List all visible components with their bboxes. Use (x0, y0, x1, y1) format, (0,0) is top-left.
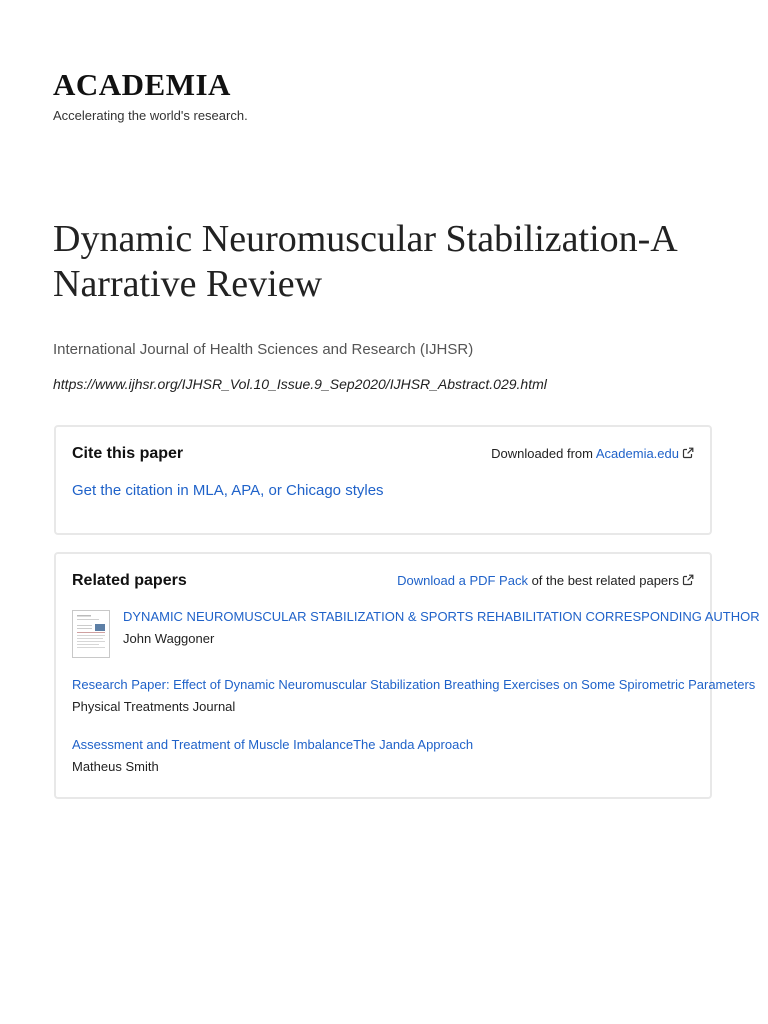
related-item-author: Physical Treatments Journal (72, 699, 236, 714)
external-link-icon[interactable] (682, 447, 694, 459)
related-item (72, 736, 694, 776)
cite-heading: Cite this paper (72, 445, 184, 462)
downloaded-from-label: Downloaded from (491, 446, 596, 461)
download-pack-suffix: of the best related papers (527, 573, 679, 588)
academia-logo[interactable]: ACADEMIA (53, 67, 231, 102)
downloaded-from (491, 445, 694, 463)
related-item-author: John Waggoner (123, 631, 215, 646)
related-item (72, 676, 756, 716)
related-item-author: Matheus Smith (72, 759, 159, 774)
related-item-title[interactable]: Assessment and Treatment of Muscle ImbalanceThe Janda Approach (72, 737, 474, 752)
paper-thumbnail-icon[interactable] (72, 610, 110, 658)
related-item-title[interactable]: Research Paper: Effect of Dynamic Neuromuscular Stabilization Breathing Exercises on Some Spirometric Parameters (72, 677, 756, 692)
related-heading: Related papers (72, 572, 187, 589)
cite-card (54, 425, 712, 535)
get-citation-link[interactable]: Get the citation in MLA, APA, or Chicago styles (72, 482, 384, 499)
cite-card-header (72, 443, 694, 465)
related-card-header (72, 570, 694, 592)
download-pdf-pack-link[interactable]: Download a PDF Pack (397, 573, 528, 588)
download-pdf-pack (397, 572, 694, 590)
paper-title: Dynamic Neuromuscular Stabilization-A Narrative Review (53, 218, 676, 305)
brand-header (53, 66, 248, 124)
tagline: Accelerating the world's research. (53, 108, 248, 123)
paper-url: https://www.ijhsr.org/IJHSR_Vol.10_Issue.9_Sep2020/IJHSR_Abstract.029.html (53, 376, 547, 392)
academia-edu-link[interactable]: Academia.edu (595, 446, 679, 461)
related-item (72, 608, 760, 660)
thumbnail-page-icon (73, 611, 109, 657)
external-link-icon[interactable] (682, 574, 694, 586)
related-papers-card (54, 552, 760, 799)
related-item-title[interactable]: DYNAMIC NEUROMUSCULAR STABILIZATION & SPORTS REHABILITATION CORRESPONDING AUTHOR (123, 609, 760, 624)
journal-name: International Journal of Health Sciences and Research (IJHSR) (53, 341, 474, 358)
